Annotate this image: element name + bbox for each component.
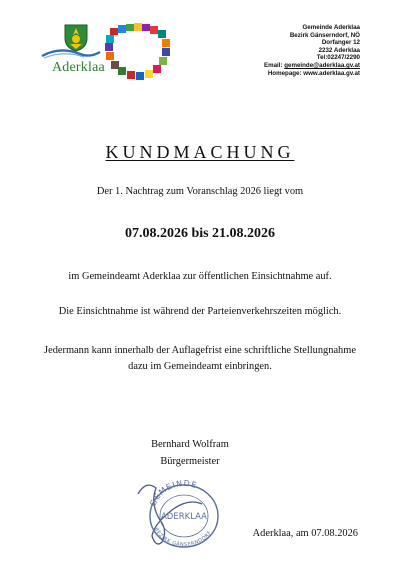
municipality-logo (40, 22, 170, 88)
brand-name: Aderklaa (52, 60, 105, 75)
svg-text:BEZIRK GÄNSERNDORF (153, 527, 213, 548)
inspection-text: im Gemeindeamt Aderklaa zur öffentlichen Einsichtnahme auf. (68, 271, 332, 282)
stamp-center-text: ADERKLAA (160, 512, 208, 522)
stamp-top-text: GEMEINDE (148, 478, 199, 508)
signatory-name: Bernhard Wolfram (151, 439, 229, 450)
intro-text: Der 1. Nachtrag zum Voranschlag 2026 liegt vom (96, 186, 304, 197)
official-stamp (132, 474, 232, 550)
email-link[interactable]: gemeinde@aderklaa.gv.at (284, 61, 360, 69)
email-label: Email: (263, 61, 285, 69)
svg-text:GEMEINDE (148, 479, 198, 508)
stamp-bottom-text: BEZIRK GÄNSERNDORF (152, 526, 214, 549)
statement-text-line-1: Jedermann kann innerhalb der Auflagefrist eine schriftliche Stellungnahme (44, 345, 356, 356)
village-ring-illustration-icon (104, 22, 172, 84)
contact-line-postcode: 2232 Aderklaa (318, 46, 360, 54)
document-title: KUNDMACHUNG (105, 142, 295, 162)
contact-line-email (264, 62, 360, 70)
letterhead (0, 0, 400, 100)
contact-block (264, 24, 360, 77)
contact-line-municipality: Gemeinde Aderklaa (302, 24, 360, 31)
contact-line-street: Dorfanger 12 (321, 39, 360, 47)
contact-line-district: Bezirk Gänserndorf, NÖ (289, 31, 360, 39)
blue-swoosh-icon (40, 48, 102, 60)
statement-text-line-2: dazu im Gemeindeamt einbringen. (128, 361, 272, 372)
signatory-role: Bürgermeister (160, 456, 220, 467)
date-range: 07.08.2026 bis 21.08.2026 (124, 226, 276, 241)
contact-line-homepage[interactable]: Homepage: www.aderklaa.gv.at (267, 69, 360, 77)
contact-line-phone: Tel:02247/2290 (316, 54, 360, 62)
place-and-date: Aderklaa, am 07.08.2026 (252, 528, 358, 539)
office-hours-text: Die Einsichtnahme ist während der Parteienverkehrszeiten möglich. (58, 306, 342, 317)
